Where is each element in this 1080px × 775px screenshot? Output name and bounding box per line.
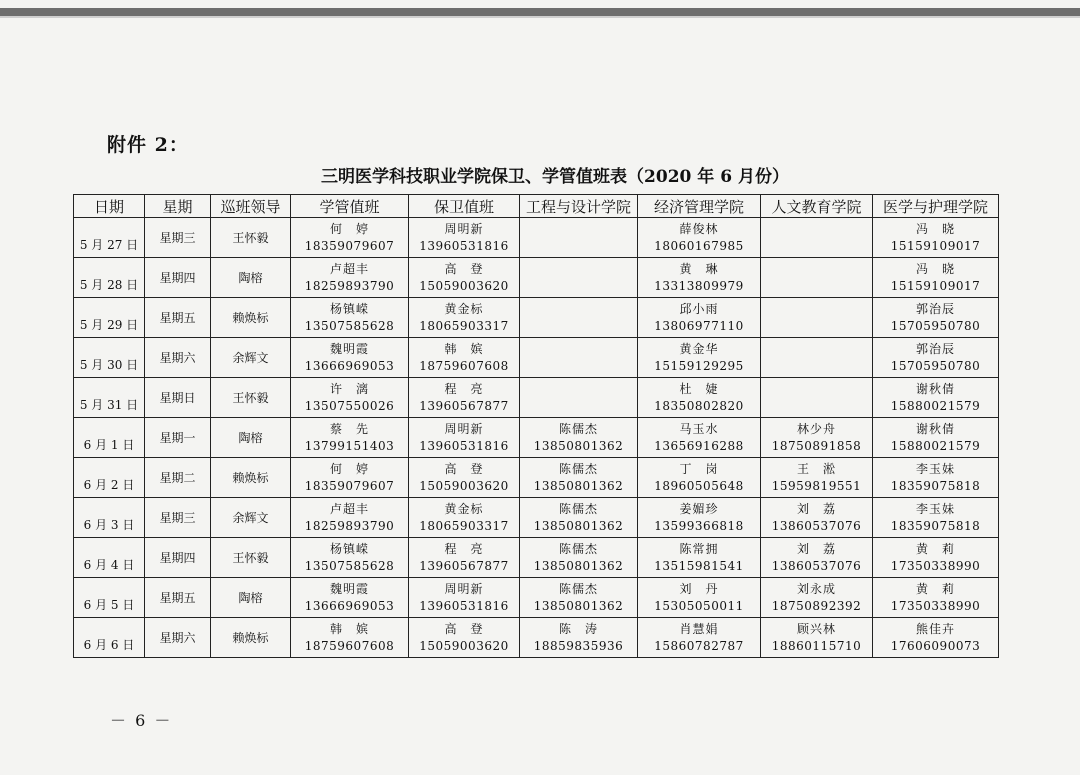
duty-phone: 13960567877	[419, 398, 509, 413]
duty-phone: 18359075818	[890, 518, 981, 533]
duty-cell	[761, 298, 873, 338]
duty-cell	[638, 338, 761, 378]
table-row	[74, 498, 999, 538]
duty-cell	[291, 498, 409, 538]
leader-cell: 陶榕	[211, 418, 291, 458]
duty-cell	[761, 578, 873, 618]
table-body	[74, 218, 999, 658]
table-row	[74, 338, 999, 378]
duty-name: 韩 嫔	[444, 341, 484, 356]
weekday-cell: 星期四	[145, 258, 211, 298]
duty-name: 邱小雨	[679, 301, 719, 316]
duty-name: 冯 晓	[915, 221, 955, 236]
duty-cell	[291, 538, 409, 578]
duty-phone: 18759607608	[419, 358, 509, 373]
table-row	[74, 578, 999, 618]
duty-name: 冯 晓	[915, 261, 955, 276]
duty-phone: 18259893790	[304, 518, 395, 533]
duty-phone: 18860115710	[771, 638, 862, 653]
duty-cell	[520, 418, 638, 458]
date-cell	[74, 578, 145, 618]
duty-name: 黄 琳	[679, 261, 719, 276]
duty-phone: 13960567877	[419, 558, 509, 573]
duty-name: 魏明霞	[329, 581, 369, 596]
duty-name: 马玉水	[679, 421, 719, 436]
top-border-shadow	[0, 16, 1080, 18]
duty-phone: 18350802820	[654, 398, 744, 413]
duty-cell	[409, 218, 520, 258]
duty-cell	[761, 618, 873, 658]
duty-cell	[291, 618, 409, 658]
duty-cell	[761, 338, 873, 378]
duty-phone: 17350338990	[890, 558, 981, 573]
duty-phone: 13806977110	[654, 318, 744, 333]
duty-phone: 13507550026	[304, 398, 395, 413]
duty-cell	[761, 538, 873, 578]
duty-cell	[873, 578, 999, 618]
duty-phone: 18065903317	[419, 318, 509, 333]
duty-phone: 13507585628	[304, 318, 395, 333]
duty-cell	[638, 538, 761, 578]
duty-name: 陈儒杰	[558, 421, 598, 436]
leader-cell: 余辉文	[211, 338, 291, 378]
leader-cell: 王怀毅	[211, 218, 291, 258]
duty-name: 何 婷	[329, 461, 369, 476]
duty-cell	[638, 618, 761, 658]
leader-cell: 陶榕	[211, 578, 291, 618]
duty-phone: 18359079607	[304, 238, 395, 253]
document-title: 三明医学科技职业学院保卫、学管值班表（2020 年 6 月份）	[321, 167, 789, 187]
duty-cell	[520, 378, 638, 418]
duty-phone: 13860537076	[771, 558, 862, 573]
duty-schedule-table	[73, 194, 999, 658]
duty-name: 周明新	[444, 221, 484, 236]
duty-cell	[873, 538, 999, 578]
duty-cell	[873, 458, 999, 498]
duty-cell	[291, 258, 409, 298]
date-cell	[74, 618, 145, 658]
duty-name: 卢超丰	[329, 501, 369, 516]
date-cell	[74, 498, 145, 538]
duty-cell	[761, 378, 873, 418]
duty-name: 高 登	[444, 461, 484, 476]
table-row	[74, 418, 999, 458]
weekday-cell: 星期三	[145, 498, 211, 538]
leader-cell: 王怀毅	[211, 538, 291, 578]
duty-cell	[638, 258, 761, 298]
duty-cell	[873, 218, 999, 258]
date-cell	[74, 418, 145, 458]
duty-phone: 13960531816	[419, 438, 509, 453]
duty-name: 高 登	[444, 261, 484, 276]
date-cell	[74, 338, 145, 378]
duty-name: 陈常拥	[679, 541, 719, 556]
duty-cell	[520, 538, 638, 578]
duty-name: 李玉妹	[915, 501, 955, 516]
duty-name: 陈 涛	[558, 621, 598, 636]
duty-phone: 17350338990	[890, 598, 981, 613]
duty-name: 陈儒杰	[558, 461, 598, 476]
duty-name: 程 亮	[444, 381, 484, 396]
duty-name: 谢秋倩	[915, 421, 955, 436]
duty-name: 刘 荔	[796, 541, 836, 556]
duty-name: 谢秋倩	[915, 381, 955, 396]
header-cell: 人文教育学院	[761, 195, 873, 218]
duty-cell	[638, 578, 761, 618]
date-text: 5 月 28 日	[79, 278, 139, 292]
duty-name: 李玉妹	[915, 461, 955, 476]
leader-cell: 赖焕标	[211, 458, 291, 498]
duty-phone: 13666969053	[304, 358, 395, 373]
duty-phone: 18960505648	[654, 478, 744, 493]
date-text: 5 月 31 日	[79, 398, 139, 412]
duty-phone: 18359079607	[304, 478, 395, 493]
duty-cell	[873, 618, 999, 658]
date-cell	[74, 218, 145, 258]
duty-cell	[638, 378, 761, 418]
duty-name: 林少舟	[796, 421, 836, 436]
duty-phone: 15059003620	[419, 478, 509, 493]
duty-cell	[761, 458, 873, 498]
leader-cell: 王怀毅	[211, 378, 291, 418]
duty-cell	[291, 418, 409, 458]
duty-phone: 15159129295	[654, 358, 744, 373]
date-text: 5 月 29 日	[79, 318, 139, 332]
date-cell	[74, 458, 145, 498]
date-cell	[74, 538, 145, 578]
duty-cell	[873, 418, 999, 458]
duty-cell	[520, 498, 638, 538]
duty-phone: 13656916288	[654, 438, 744, 453]
duty-phone: 13960531816	[419, 598, 509, 613]
duty-cell	[873, 498, 999, 538]
duty-cell	[761, 418, 873, 458]
leader-cell: 赖焕标	[211, 618, 291, 658]
page-number: － 6 －	[110, 711, 173, 730]
duty-cell	[291, 378, 409, 418]
duty-cell	[520, 298, 638, 338]
duty-cell	[291, 338, 409, 378]
duty-phone: 13515981541	[654, 558, 744, 573]
duty-phone: 15305050011	[654, 598, 744, 613]
weekday-cell: 星期一	[145, 418, 211, 458]
duty-phone: 13850801362	[533, 438, 624, 453]
duty-cell	[520, 258, 638, 298]
duty-name: 韩 嫔	[329, 621, 369, 636]
duty-name: 刘 丹	[679, 581, 719, 596]
header-cell: 学管值班	[291, 195, 409, 218]
duty-phone: 15860782787	[654, 638, 744, 653]
duty-phone: 15159109017	[890, 238, 981, 253]
duty-phone: 17606090073	[890, 638, 981, 653]
duty-name: 杜 婕	[679, 381, 719, 396]
duty-phone: 13860537076	[771, 518, 862, 533]
duty-name: 周明新	[444, 421, 484, 436]
duty-phone: 15059003620	[419, 278, 509, 293]
weekday-cell: 星期二	[145, 458, 211, 498]
duty-name: 卢超丰	[329, 261, 369, 276]
duty-name: 熊佳卉	[915, 621, 955, 636]
header-cell: 巡班领导	[211, 195, 291, 218]
duty-phone: 15959819551	[771, 478, 862, 493]
header-cell: 经济管理学院	[638, 195, 761, 218]
duty-phone: 15705950780	[890, 358, 981, 373]
duty-cell	[520, 578, 638, 618]
duty-cell	[638, 418, 761, 458]
duty-name: 刘永成	[796, 581, 836, 596]
duty-cell	[520, 618, 638, 658]
date-cell	[74, 378, 145, 418]
duty-phone: 13666969053	[304, 598, 395, 613]
duty-name: 许 漓	[329, 381, 369, 396]
date-text: 5 月 27 日	[79, 238, 139, 252]
duty-phone: 15159109017	[890, 278, 981, 293]
duty-cell	[761, 258, 873, 298]
duty-cell	[520, 338, 638, 378]
duty-name: 肖慧娟	[679, 621, 719, 636]
table-row	[74, 458, 999, 498]
date-text: 6 月 2 日	[83, 478, 135, 492]
duty-phone: 18065903317	[419, 518, 509, 533]
leader-cell: 赖焕标	[211, 298, 291, 338]
duty-cell	[409, 378, 520, 418]
date-text: 5 月 30 日	[79, 358, 139, 372]
duty-cell	[291, 218, 409, 258]
duty-name: 黄金标	[444, 301, 484, 316]
date-text: 6 月 1 日	[83, 438, 135, 452]
duty-cell	[409, 298, 520, 338]
duty-phone: 13960531816	[419, 238, 509, 253]
duty-phone: 13850801362	[533, 558, 624, 573]
duty-phone: 15705950780	[890, 318, 981, 333]
duty-name: 何 婷	[329, 221, 369, 236]
duty-cell	[409, 618, 520, 658]
duty-name: 陈儒杰	[558, 541, 598, 556]
duty-name: 周明新	[444, 581, 484, 596]
duty-name: 陈儒杰	[558, 581, 598, 596]
duty-phone: 18259893790	[304, 278, 395, 293]
duty-phone: 18359075818	[890, 478, 981, 493]
duty-cell	[291, 578, 409, 618]
duty-phone: 15880021579	[890, 438, 981, 453]
duty-phone: 18750892392	[771, 598, 862, 613]
duty-cell	[638, 298, 761, 338]
table-row	[74, 378, 999, 418]
date-cell	[74, 298, 145, 338]
date-text: 6 月 5 日	[83, 598, 135, 612]
duty-cell	[409, 338, 520, 378]
duty-name: 蔡 先	[329, 421, 369, 436]
duty-cell	[409, 498, 520, 538]
date-text: 6 月 6 日	[83, 638, 135, 652]
duty-cell	[520, 458, 638, 498]
duty-phone: 13507585628	[304, 558, 395, 573]
duty-cell	[409, 538, 520, 578]
header-cell: 星期	[145, 195, 211, 218]
header-cell: 工程与设计学院	[520, 195, 638, 218]
duty-name: 郭治辰	[915, 301, 955, 316]
duty-phone: 13599366818	[654, 518, 744, 533]
header-cell: 医学与护理学院	[873, 195, 999, 218]
duty-cell	[873, 378, 999, 418]
duty-name: 姜媚珍	[679, 501, 719, 516]
header-cell: 日期	[74, 195, 145, 218]
leader-cell: 陶榕	[211, 258, 291, 298]
duty-phone: 18060167985	[654, 238, 744, 253]
duty-name: 陈儒杰	[558, 501, 598, 516]
duty-phone: 13850801362	[533, 598, 624, 613]
weekday-cell: 星期日	[145, 378, 211, 418]
duty-phone: 18859835936	[533, 638, 624, 653]
duty-phone: 18750891858	[771, 438, 862, 453]
duty-cell	[638, 218, 761, 258]
duty-name: 高 登	[444, 621, 484, 636]
top-border-bar	[0, 8, 1080, 16]
duty-cell	[873, 258, 999, 298]
weekday-cell: 星期五	[145, 578, 211, 618]
duty-phone: 18759607608	[304, 638, 395, 653]
duty-phone: 15059003620	[419, 638, 509, 653]
duty-phone: 13799151403	[304, 438, 395, 453]
leader-cell: 余辉文	[211, 498, 291, 538]
header-cell: 保卫值班	[409, 195, 520, 218]
duty-phone: 13850801362	[533, 478, 624, 493]
duty-name: 杨镇嵘	[329, 301, 369, 316]
duty-name: 郭治辰	[915, 341, 955, 356]
date-cell	[74, 258, 145, 298]
duty-cell	[520, 218, 638, 258]
duty-name: 杨镇嵘	[329, 541, 369, 556]
duty-phone: 13313809979	[654, 278, 744, 293]
table-header-row	[74, 195, 999, 218]
duty-cell	[291, 298, 409, 338]
duty-cell	[409, 578, 520, 618]
duty-name: 黄 莉	[915, 581, 955, 596]
duty-cell	[409, 418, 520, 458]
duty-name: 黄金标	[444, 501, 484, 516]
table-row	[74, 258, 999, 298]
table-row	[74, 618, 999, 658]
attachment-label: 附件 2：	[107, 134, 189, 156]
duty-cell	[638, 458, 761, 498]
duty-name: 黄 莉	[915, 541, 955, 556]
duty-name: 薛俊林	[679, 221, 719, 236]
date-text: 6 月 4 日	[83, 558, 135, 572]
duty-cell	[761, 498, 873, 538]
duty-cell	[873, 338, 999, 378]
duty-cell	[409, 258, 520, 298]
duty-name: 魏明霞	[329, 341, 369, 356]
weekday-cell: 星期四	[145, 538, 211, 578]
duty-name: 刘 荔	[796, 501, 836, 516]
weekday-cell: 星期六	[145, 338, 211, 378]
table-row	[74, 218, 999, 258]
duty-cell	[638, 498, 761, 538]
duty-name: 黄金华	[679, 341, 719, 356]
date-text: 6 月 3 日	[83, 518, 135, 532]
duty-name: 程 亮	[444, 541, 484, 556]
duty-phone: 13850801362	[533, 518, 624, 533]
duty-cell	[409, 458, 520, 498]
duty-name: 丁 岗	[679, 461, 719, 476]
weekday-cell: 星期三	[145, 218, 211, 258]
weekday-cell: 星期五	[145, 298, 211, 338]
duty-name: 顾兴林	[796, 621, 836, 636]
weekday-cell: 星期六	[145, 618, 211, 658]
duty-phone: 15880021579	[890, 398, 981, 413]
duty-cell	[873, 298, 999, 338]
duty-name: 王 淞	[796, 461, 836, 476]
duty-cell	[291, 458, 409, 498]
duty-cell	[761, 218, 873, 258]
table-row	[74, 298, 999, 338]
table-row	[74, 538, 999, 578]
